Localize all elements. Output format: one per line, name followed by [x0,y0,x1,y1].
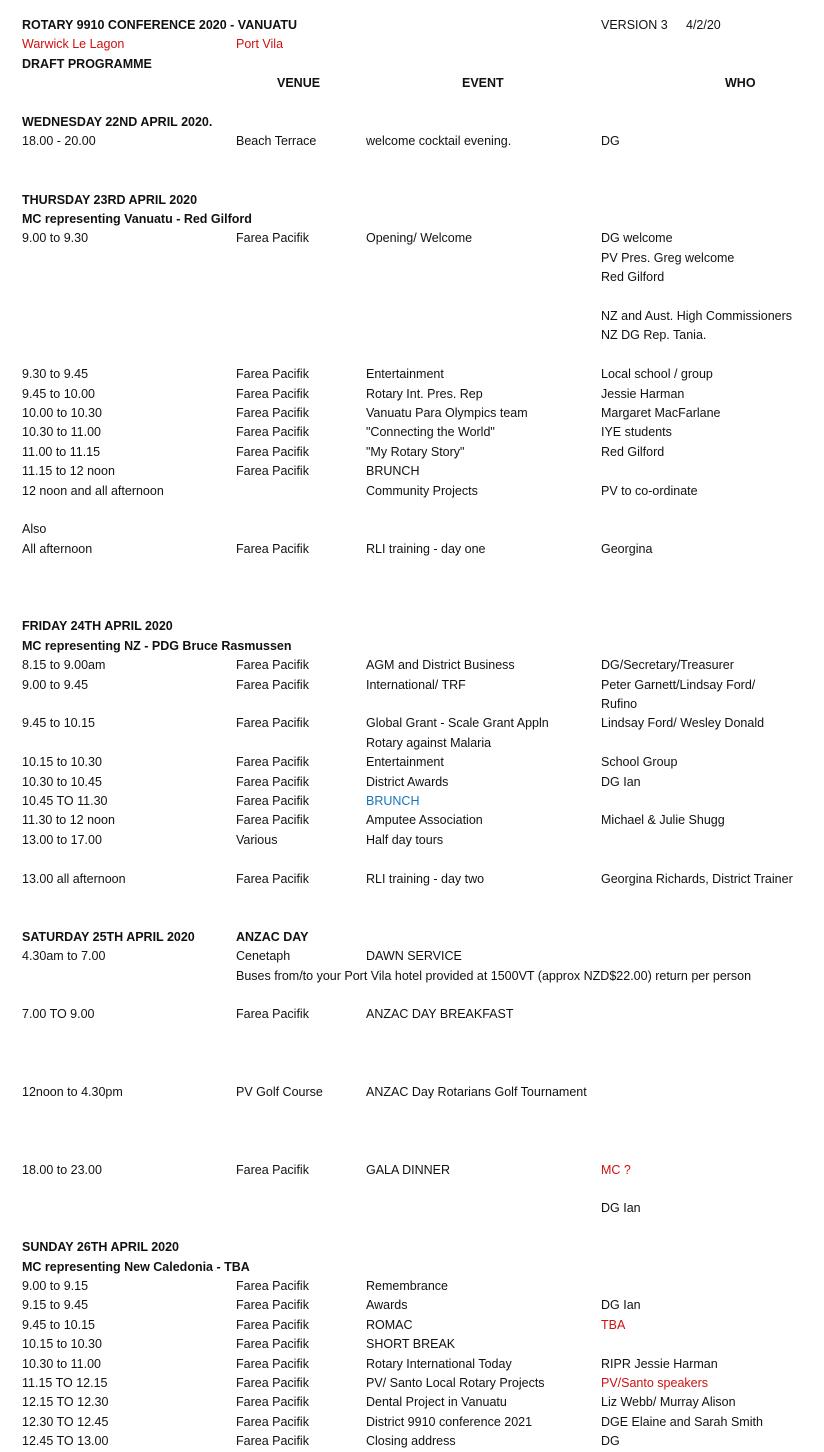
event-cell: District Awards [366,774,449,789]
schedule-row [0,1161,824,1180]
time-cell: 11.00 to 11.15 [22,444,101,459]
who-cell: DG Ian [601,1201,641,1216]
schedule-row [0,1083,824,1102]
who-cell: School Group [601,755,678,770]
schedule-row [0,753,824,772]
who-cell: Michael & Julie Shugg [601,813,725,828]
version-label: VERSION 3 [601,18,668,32]
event-cell: District 9910 conference 2021 [366,1414,533,1429]
schedule-row [0,326,824,345]
time-cell: 10.15 to 10.30 [22,1337,102,1352]
column-header-row [0,74,824,93]
venue-cell: Cenetaph [236,949,291,964]
time-cell: 9.15 to 9.45 [22,1298,89,1313]
venue-cell: Farea Pacifik [236,1317,309,1332]
venue-cell: Farea Pacifik [236,1162,309,1177]
time-cell: WEDNESDAY 22ND APRIL 2020. [22,115,213,129]
who-cell: DG/Secretary/Treasurer [601,658,734,673]
schedule-row [0,1316,824,1335]
venue-cell: Farea Pacifik [236,813,309,828]
schedule-row [0,385,824,404]
event-cell: International/ TRF [366,677,466,692]
schedule-row [0,637,824,656]
schedule-row [0,695,824,714]
location-name: Port Vila [236,37,284,52]
time-cell: 12.45 TO 13.00 [22,1434,109,1449]
event-cell: Remembrance [366,1279,448,1293]
event-cell: Rotary International Today [366,1356,512,1371]
schedule-row [0,404,824,423]
schedule-row [0,1335,824,1354]
schedule-row [0,831,824,850]
column-header-venue: VENUE [277,76,321,91]
schedule-row [0,811,824,830]
time-cell: 9.00 to 9.15 [22,1279,89,1293]
venue-cell: Beach Terrace [236,134,317,149]
header-row [0,16,824,35]
schedule-row [0,928,824,947]
event-cell: DAWN SERVICE [366,949,462,964]
who-cell: Lindsay Ford/ Wesley Donald [601,716,765,731]
schedule-row [0,307,824,326]
time-cell: 9.45 to 10.15 [22,716,95,731]
time-cell: THURSDAY 23RD APRIL 2020 [22,192,198,207]
time-cell: 11.30 to 12 noon [22,813,115,828]
schedule-row [0,1005,824,1024]
time-cell: 12.30 TO 12.45 [22,1414,109,1429]
venue-cell: ANZAC DAY [236,929,309,944]
time-cell: 9.45 to 10.15 [22,1317,95,1332]
schedule-row [0,540,824,559]
time-cell: 9.30 to 9.45 [22,367,89,382]
event-cell: SHORT BREAK [366,1337,456,1352]
who-cell: PV to co-ordinate [601,483,698,498]
venue-cell: Buses from/to your Port Vila hotel provided at 1500VT (approx NZD$22.00) return per person [236,968,752,983]
time-cell: 18.00 - 20.00 [22,134,96,149]
schedule-row [0,1355,824,1374]
who-cell: Margaret MacFarlane [601,406,721,420]
who-cell: Liz Webb/ Murray Alison [601,1395,736,1410]
venue-row [0,35,824,54]
schedule-row [0,1277,824,1296]
document-title: ROTARY 9910 CONFERENCE 2020 - VANUATU [22,18,298,32]
event-cell: Global Grant - Scale Grant Appln [366,716,549,731]
time-cell: 4.30am to 7.00 [22,949,106,964]
schedule-row [0,191,824,210]
who-cell: DG [601,134,620,149]
time-cell: 7.00 TO 9.00 [22,1007,95,1022]
time-cell: 12noon to 4.30pm [22,1085,123,1099]
time-cell: 10.30 to 11.00 [22,425,102,440]
who-cell: Peter Garnett/Lindsay Ford/ [601,677,756,692]
time-cell: 12 noon and all afternoon [22,483,164,498]
time-cell: 11.15 to 12 noon [22,464,115,479]
version-date: 4/2/20 [686,18,721,32]
schedule-row [0,1374,824,1393]
who-cell: PV/Santo speakers [601,1376,709,1390]
schedule-row [0,1296,824,1315]
time-cell: All afternoon [22,541,93,556]
event-cell: Half day tours [366,832,444,847]
time-cell: 11.15 TO 12.15 [22,1376,108,1390]
event-cell: GALA DINNER [366,1162,451,1177]
venue-cell: Farea Pacifik [236,1434,309,1449]
venue-cell: Farea Pacifik [236,1298,309,1313]
venue-cell: Farea Pacifik [236,774,309,789]
who-cell: Georgina Richards, District Trainer [601,871,793,886]
schedule-row [0,423,824,442]
time-cell: 10.30 to 11.00 [22,1356,102,1371]
venue-cell: Farea Pacifik [236,1337,309,1352]
subtitle-row [0,55,824,74]
venue-cell: Farea Pacifik [236,658,309,673]
event-cell: AGM and District Business [366,658,515,673]
time-cell: SATURDAY 25TH APRIL 2020 [22,929,195,944]
event-cell: RLI training - day one [366,541,486,556]
event-cell: Awards [366,1298,408,1313]
schedule-row [0,520,824,539]
event-cell: Amputee Association [366,813,483,828]
column-header-event: EVENT [462,76,504,91]
schedule-row [0,443,824,462]
schedule-row [0,1199,824,1218]
time-cell: 10.45 TO 11.30 [22,794,108,808]
schedule-row [0,1432,824,1451]
time-cell: MC representing Vanuatu - Red Gilford [22,212,252,226]
time-cell: FRIDAY 24TH APRIL 2020 [22,619,173,634]
venue-cell: Farea Pacifik [236,677,309,692]
event-cell: ROMAC [366,1317,413,1332]
schedule-row [0,773,824,792]
schedule-row [0,792,824,811]
schedule-row [0,229,824,248]
venue-cell: Farea Pacifik [236,1279,309,1293]
schedule-row [0,1413,824,1432]
time-cell: 13.00 all afternoon [22,871,126,886]
venue-cell: Farea Pacifik [236,871,309,886]
schedule-row [0,268,824,287]
who-cell: NZ and Aust. High Commissioners [601,309,793,323]
event-cell: Dental Project in Vanuatu [366,1395,507,1410]
venue-cell: Farea Pacifik [236,1356,309,1371]
venue-cell: Farea Pacifik [236,1395,309,1410]
event-cell: Vanuatu Para Olympics team [366,406,528,420]
venue-cell: Farea Pacifik [236,386,309,401]
who-cell: DG welcome [601,231,673,246]
event-cell: Rotary against Malaria [366,735,492,750]
venue-cell: Farea Pacifik [236,716,309,731]
who-cell: DG [601,1434,620,1449]
time-cell: 10.30 to 10.45 [22,774,102,789]
schedule-row [0,967,824,986]
schedule-row [0,1258,824,1277]
venue-cell: Farea Pacifik [236,755,309,770]
time-cell: 12.15 TO 12.30 [22,1395,109,1410]
who-cell: DGE Elaine and Sarah Smith [601,1414,763,1429]
schedule-row [0,462,824,481]
schedule-row [0,1238,824,1257]
event-cell: welcome cocktail evening. [366,134,512,149]
event-cell: RLI training - day two [366,871,485,886]
event-cell: Entertainment [366,367,444,382]
venue-cell: Farea Pacifik [236,367,309,382]
schedule-row [0,482,824,501]
venue-cell: Farea Pacifik [236,444,309,459]
who-cell: Red Gilford [601,270,665,285]
schedule-row [0,870,824,889]
schedule-row [0,676,824,695]
who-cell: Local school / group [601,367,713,382]
schedule-row [0,1393,824,1412]
venue-cell: Farea Pacifik [236,1414,309,1429]
who-cell: DG Ian [601,774,641,789]
schedule-row [0,947,824,966]
event-cell: BRUNCH [366,464,420,479]
venue-cell: PV Golf Course [236,1085,323,1099]
venue-cell: Farea Pacifik [236,1007,309,1022]
venue-cell: Farea Pacifik [236,231,309,246]
venue-cell: Various [236,832,278,847]
event-cell: ANZAC DAY BREAKFAST [366,1007,514,1022]
event-cell: Entertainment [366,755,444,770]
time-cell: Also [22,522,47,537]
time-cell: MC representing New Caledonia - TBA [22,1259,250,1274]
who-cell: Red Gilford [601,444,665,459]
who-cell: IYE students [601,425,672,440]
time-cell: 9.45 to 10.00 [22,386,95,401]
who-cell: MC ? [601,1162,631,1177]
who-cell: RIPR Jessie Harman [601,1356,718,1371]
schedule-row [0,249,824,268]
who-cell: TBA [601,1317,626,1332]
schedule-row [0,734,824,753]
time-cell: 9.00 to 9.30 [22,231,89,246]
event-cell: BRUNCH [366,794,420,808]
who-cell: NZ DG Rep. Tania. [601,328,707,343]
schedule-row [0,132,824,151]
event-cell: Rotary Int. Pres. Rep [366,386,483,401]
schedule-row [0,656,824,675]
venue-cell: Farea Pacifik [236,541,309,556]
event-cell: Closing address [366,1434,456,1449]
who-cell: Georgina [601,541,653,556]
schedule-row [0,617,824,636]
schedule-row [0,113,824,132]
event-cell: Opening/ Welcome [366,231,473,246]
time-cell: 18.00 to 23.00 [22,1162,102,1177]
venue-cell: Farea Pacifik [236,1376,309,1390]
time-cell: 13.00 to 17.00 [22,832,102,847]
time-cell: 10.15 to 10.30 [22,755,102,770]
column-header-who: WHO [725,76,756,91]
schedule-row [0,714,824,733]
event-cell: "Connecting the World" [366,425,495,440]
who-cell: PV Pres. Greg welcome [601,250,735,265]
time-cell: MC representing NZ - PDG Bruce Rasmussen [22,638,292,653]
time-cell: 9.00 to 9.45 [22,677,89,692]
who-cell: Jessie Harman [601,386,685,401]
time-cell: SUNDAY 26TH APRIL 2020 [22,1240,180,1255]
time-cell: 8.15 to 9.00am [22,658,106,673]
schedule-row [0,210,824,229]
who-cell: Rufino [601,697,638,711]
time-cell: 10.00 to 10.30 [22,406,102,420]
event-cell: Community Projects [366,483,478,498]
draft-programme-label: DRAFT PROGRAMME [22,56,152,71]
venue-cell: Farea Pacifik [236,464,309,479]
hotel-name: Warwick Le Lagon [22,37,125,52]
event-cell: PV/ Santo Local Rotary Projects [366,1376,545,1390]
venue-cell: Farea Pacifik [236,406,309,420]
venue-cell: Farea Pacifik [236,794,309,808]
venue-cell: Farea Pacifik [236,425,309,440]
event-cell: ANZAC Day Rotarians Golf Tournament [366,1085,587,1099]
who-cell: DG Ian [601,1298,641,1313]
event-cell: "My Rotary Story" [366,444,465,459]
schedule-row [0,365,824,384]
